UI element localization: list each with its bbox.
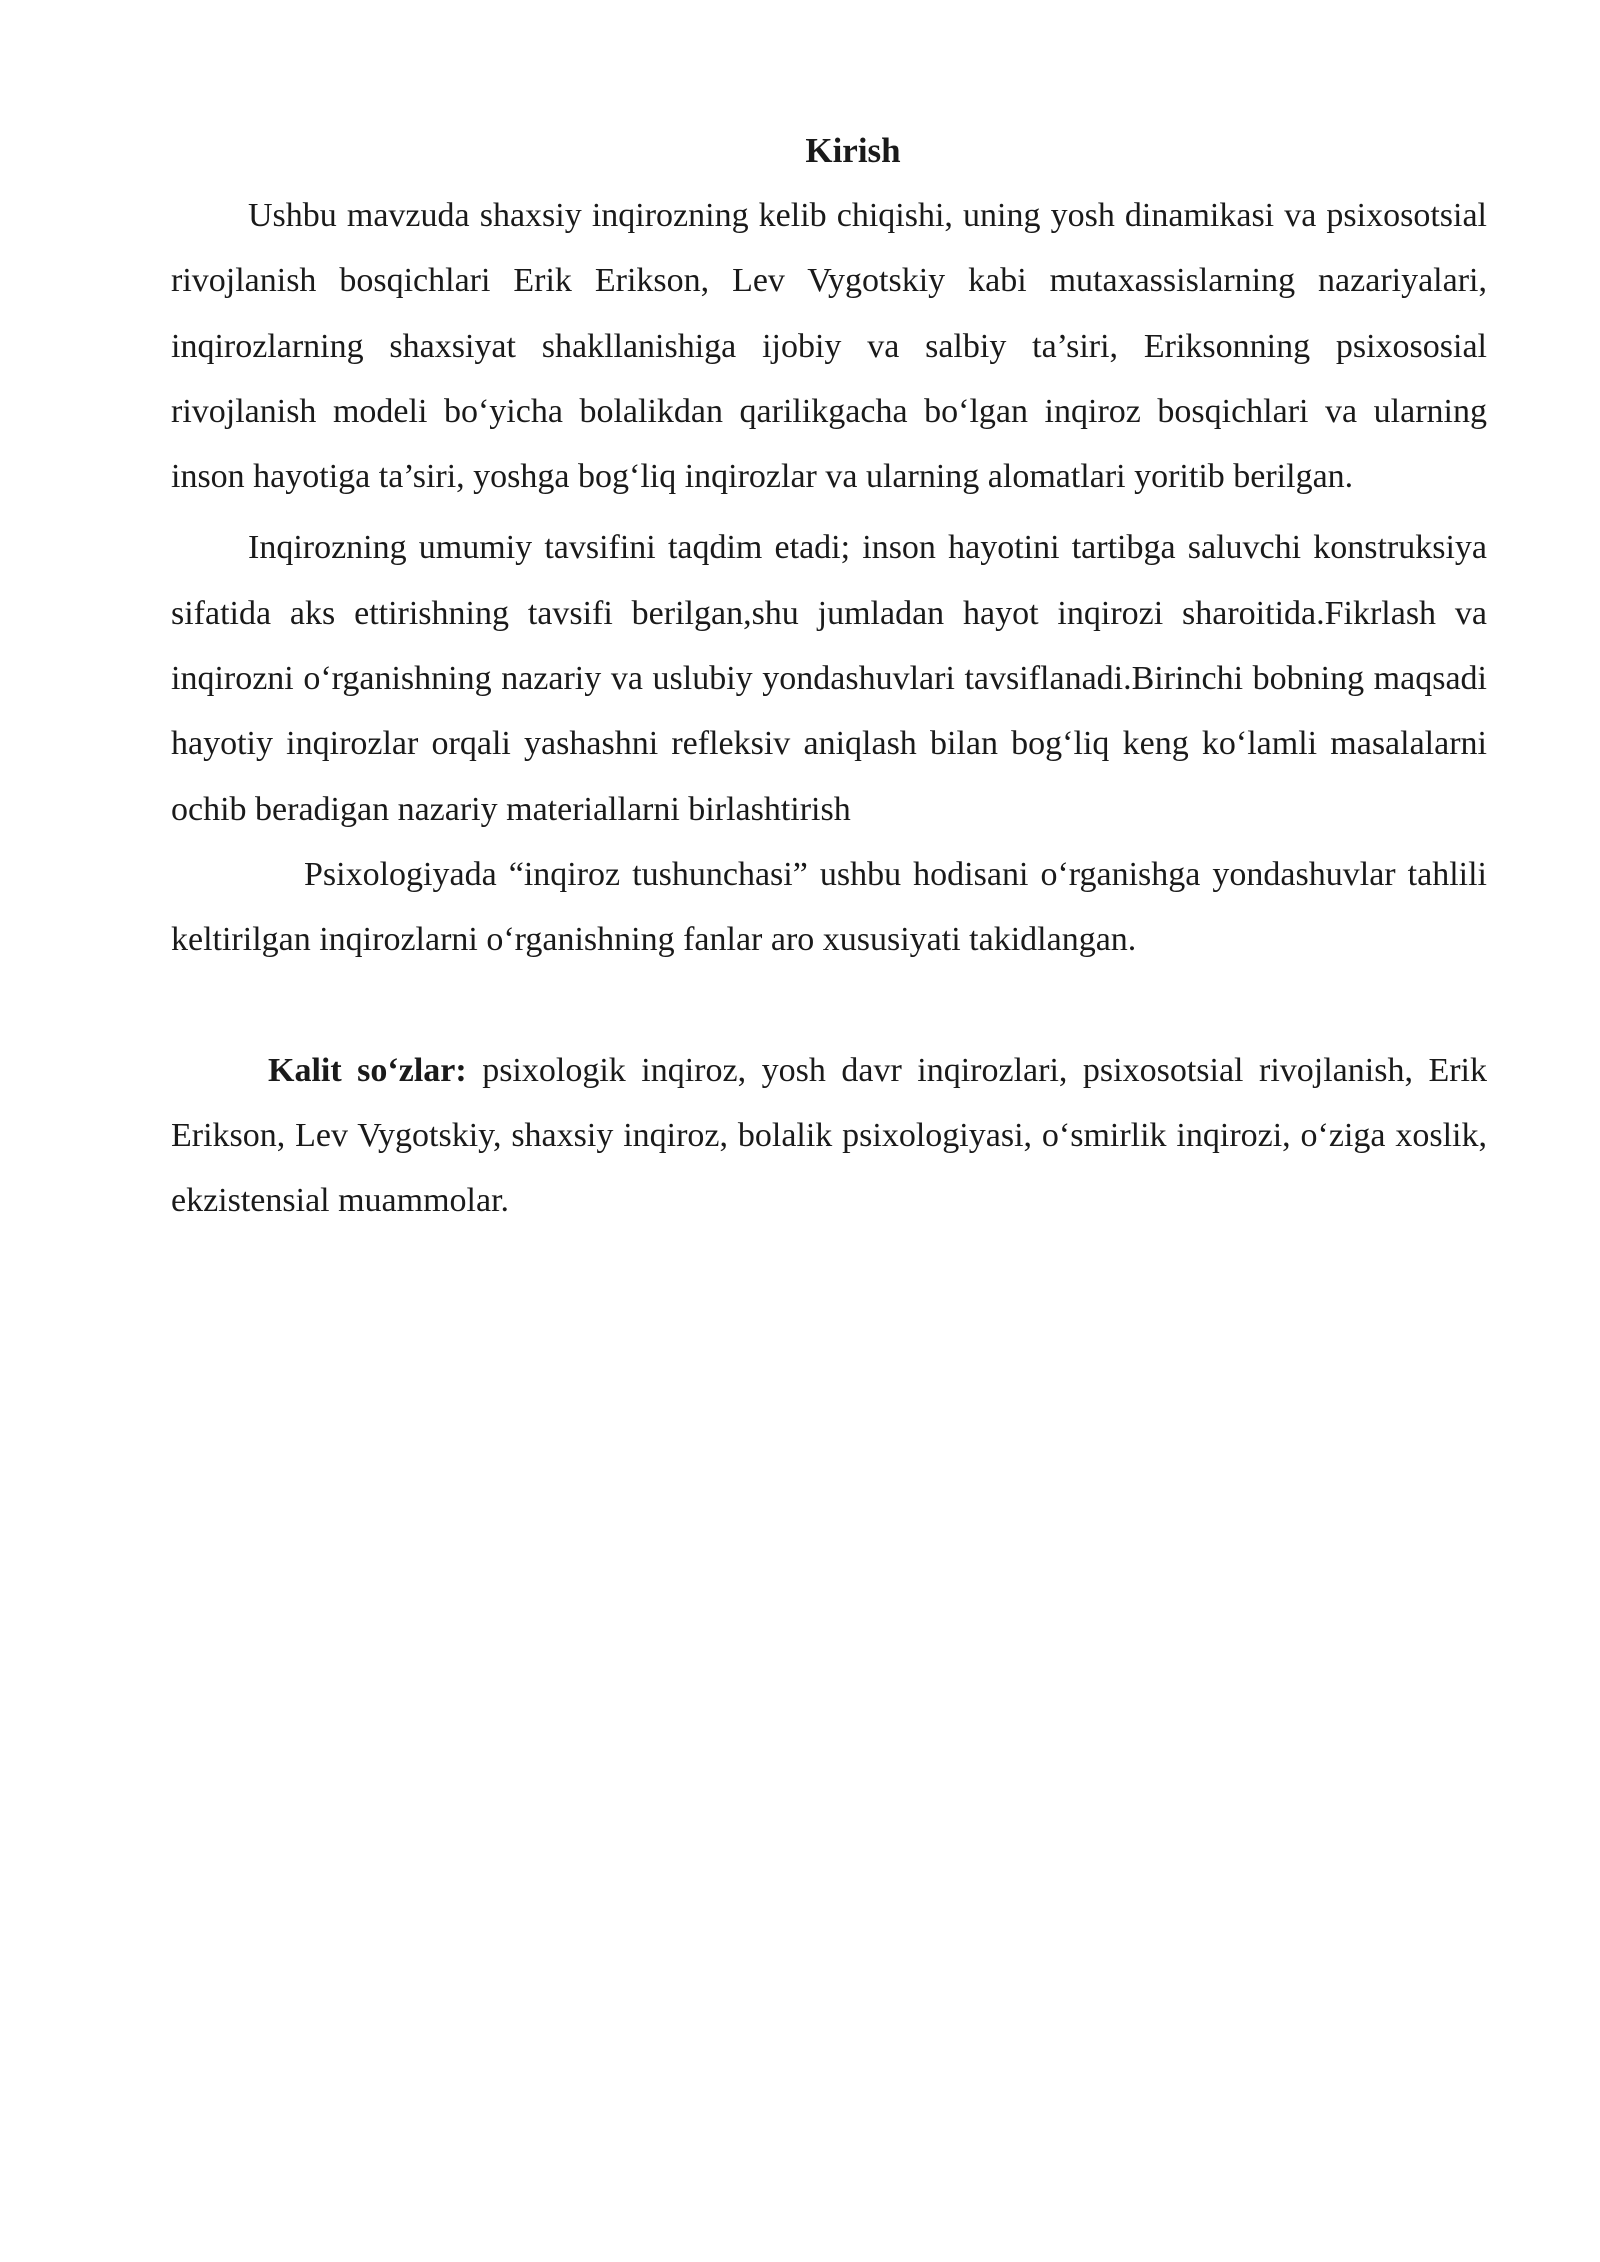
document-body [171,118,1487,1233]
keywords-paragraph [171,1038,1487,1234]
paragraph-intro: Ushbu mavzuda shaxsiy inqirozning kelib chiqishi, uning yosh dinamikasi va psixosotsial rivojlanish bosqichlari Erik Erikson, Lev Vygotskiy kabi mutaxassislarning nazariyalari, inqirozlarning shaxsiyat shakllanishiga ijobiy va salbiy ta’siri, Eriksonning psixososial rivojlanish modeli bo‘yicha bolalikdan qarilikgacha bo‘lgan inqiroz bosqichlari va ularning inson hayotiga ta’siri, yoshga bog‘liq inqirozlar va ularning alomatlari yoritib berilgan. [171,197,1487,496]
keywords-label: Kalit so‘zlar: [268,1051,467,1089]
keywords-text: psixologik inqiroz, yosh davr inqirozlari, psixosotsial rivojlanish, Erik Erikson, Lev Vygotskiy, shaxsiy inqiroz, bolalik psixologiyasi, o‘smirlik inqirozi, o‘ziga xoslik, ekzistensial muammolar. [171,1051,1487,1220]
paragraph-crisis-concept: Psixologiyada “inqiroz tushunchasi” ushbu hodisani o‘rganishga yondashuvlar tahlili keltirilgan inqirozlarni o‘rganishning fanlar aro xususiyati takidlangan. [171,855,1487,959]
paragraph-crisis-overview: Inqirozning umumiy tavsifini taqdim etadi; inson hayotini tartibga saluvchi konstruksiya sifatida aks ettirishning tavsifi berilgan,shu jumladan hayot inqirozi sharoitida.Fikrlash va inqirozni o‘rganishning nazariy va uslubiy yondashuvlari tavsiflanadi.Birinchi bobning maqsadi hayotiy inqirozlar orqali yashashni refleksiv aniqlash bilan bog‘liq keng ko‘lamli masalalarni ochib beradigan nazariy materiallarni birlashtirish [171,529,1487,828]
section-title: Kirish [805,131,901,170]
